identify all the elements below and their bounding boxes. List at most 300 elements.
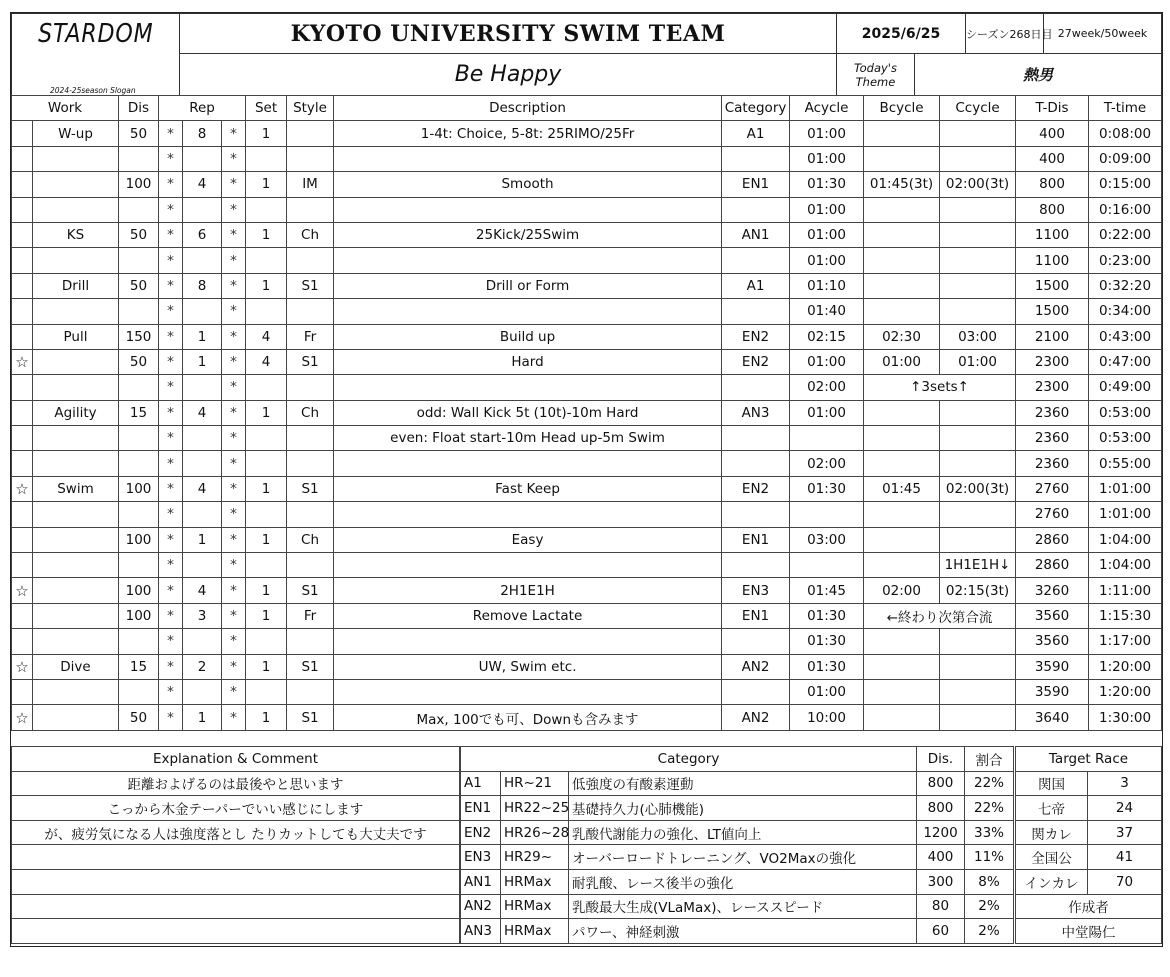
distance: 100 — [119, 578, 159, 603]
comment-line — [12, 869, 460, 894]
category-distance: 80 — [917, 894, 965, 919]
total-distance: 2860 — [1016, 527, 1089, 552]
heart-rate-zone: HR29~ — [501, 845, 569, 870]
repetitions — [183, 426, 222, 451]
theme-label — [837, 54, 915, 96]
category-distance: 800 — [917, 796, 965, 821]
a-cycle: 01:45 — [790, 578, 864, 603]
total-time: 1:01:00 — [1089, 502, 1162, 527]
work-type: Dive — [33, 654, 119, 679]
category-distance: 400 — [917, 845, 965, 870]
star-marker — [12, 146, 33, 171]
category-row — [461, 820, 1014, 845]
description: Fast Keep — [334, 476, 722, 501]
multiply-mark: * — [222, 121, 246, 146]
repetitions: 2 — [183, 654, 222, 679]
category-code — [722, 299, 790, 324]
a-cycle — [790, 426, 864, 451]
work-type — [33, 146, 119, 171]
category-code: AN2 — [722, 654, 790, 679]
work-type — [33, 349, 119, 374]
distance — [119, 426, 159, 451]
a-cycle: 01:10 — [790, 273, 864, 298]
category-description: パワー、神経刺激 — [569, 919, 917, 944]
category-code: EN2 — [461, 820, 501, 845]
multiply-mark: * — [159, 502, 183, 527]
stroke-style: S1 — [287, 578, 334, 603]
sets — [246, 679, 287, 704]
col-set: Set — [246, 96, 287, 121]
weeks-until-race: 70 — [1088, 869, 1162, 894]
race-row — [1016, 820, 1162, 845]
description: even: Float start-10m Head up-5m Swim — [334, 426, 722, 451]
description — [334, 299, 722, 324]
category-code: EN1 — [461, 796, 501, 821]
menu-row — [12, 299, 1162, 324]
race-row — [1016, 771, 1162, 796]
sets: 4 — [246, 324, 287, 349]
col-work: Work — [12, 96, 119, 121]
slogan-caption: 2024-25season Slogan — [12, 54, 180, 96]
total-time: 0:55:00 — [1089, 451, 1162, 476]
star-marker — [12, 197, 33, 222]
a-cycle: 01:30 — [790, 629, 864, 654]
distance: 150 — [119, 324, 159, 349]
star-marker — [12, 172, 33, 197]
sets: 1 — [246, 578, 287, 603]
description — [334, 502, 722, 527]
description: Drill or Form — [334, 273, 722, 298]
multiply-mark: * — [159, 679, 183, 704]
a-cycle: 01:00 — [790, 400, 864, 425]
a-cycle: 01:40 — [790, 299, 864, 324]
sets: 1 — [246, 705, 287, 730]
b-cycle — [864, 273, 940, 298]
multiply-mark: * — [222, 222, 246, 247]
a-cycle: 01:30 — [790, 654, 864, 679]
repetitions: 8 — [183, 273, 222, 298]
work-type: Agility — [33, 400, 119, 425]
category-distance: 300 — [917, 869, 965, 894]
category-code — [722, 451, 790, 476]
weeks-until-race: 41 — [1088, 845, 1162, 870]
multiply-mark: * — [222, 476, 246, 501]
multiply-mark: * — [222, 324, 246, 349]
category-ratio-header: 割合 — [965, 747, 1014, 772]
multiply-mark: * — [222, 654, 246, 679]
work-type — [33, 502, 119, 527]
multiply-mark: * — [159, 121, 183, 146]
star-marker — [12, 299, 33, 324]
menu-row — [12, 248, 1162, 273]
c-cycle — [940, 629, 1016, 654]
a-cycle: 01:30 — [790, 172, 864, 197]
distance — [119, 299, 159, 324]
repetitions — [183, 248, 222, 273]
distance: 100 — [119, 172, 159, 197]
heart-rate-zone: HR22~25 — [501, 796, 569, 821]
c-cycle — [940, 222, 1016, 247]
description — [334, 629, 722, 654]
b-cycle — [864, 705, 940, 730]
description — [334, 248, 722, 273]
sets — [246, 299, 287, 324]
category-ratio: 2% — [965, 919, 1014, 944]
b-cycle — [864, 426, 940, 451]
category-row — [461, 869, 1014, 894]
weeks-until-race: 24 — [1088, 796, 1162, 821]
category-distance: 1200 — [917, 820, 965, 845]
b-cycle — [864, 146, 940, 171]
b-cycle — [864, 629, 940, 654]
work-type — [33, 375, 119, 400]
distance: 50 — [119, 121, 159, 146]
a-cycle — [790, 553, 864, 578]
category-code: A1 — [722, 121, 790, 146]
a-cycle: 10:00 — [790, 705, 864, 730]
multiply-mark: * — [222, 451, 246, 476]
stroke-style: S1 — [287, 476, 334, 501]
race-name: 全国公 — [1016, 845, 1088, 870]
multiply-mark: * — [159, 172, 183, 197]
repetitions — [183, 553, 222, 578]
stroke-style: S1 — [287, 349, 334, 374]
c-cycle — [940, 299, 1016, 324]
practice-menu-sheet — [10, 12, 1163, 947]
repetitions: 4 — [183, 172, 222, 197]
a-cycle — [790, 502, 864, 527]
work-type: Pull — [33, 324, 119, 349]
multiply-mark: * — [222, 375, 246, 400]
star-marker — [12, 222, 33, 247]
distance — [119, 197, 159, 222]
category-code: AN1 — [461, 869, 501, 894]
category-description: オーバーロードトレーニング、VO2Maxの強化 — [569, 845, 917, 870]
a-cycle: 03:00 — [790, 527, 864, 552]
col-description: Description — [334, 96, 722, 121]
sets: 4 — [246, 349, 287, 374]
b-cycle: 02:30 — [864, 324, 940, 349]
total-time: 1:15:30 — [1089, 603, 1162, 628]
sets — [246, 375, 287, 400]
comment-line — [12, 845, 460, 870]
race-name: インカレ — [1016, 869, 1088, 894]
col-ttime: T-time — [1089, 96, 1162, 121]
heart-rate-zone: HRMax — [501, 869, 569, 894]
c-cycle — [940, 502, 1016, 527]
category-ratio: 22% — [965, 796, 1014, 821]
description: UW, Swim etc. — [334, 654, 722, 679]
distance: 15 — [119, 400, 159, 425]
race-name: 七帝 — [1016, 796, 1088, 821]
description: 1-4t: Choice, 5-8t: 25RIMO/25Fr — [334, 121, 722, 146]
total-time: 0:09:00 — [1089, 146, 1162, 171]
comment-line: 距離およげるのは最後やと思います — [12, 771, 460, 796]
sets: 1 — [246, 400, 287, 425]
category-distance: 800 — [917, 771, 965, 796]
c-cycle: 02:00(3t) — [940, 172, 1016, 197]
total-distance: 800 — [1016, 197, 1089, 222]
c-cycle — [940, 400, 1016, 425]
sets — [246, 629, 287, 654]
category-code — [722, 629, 790, 654]
repetitions — [183, 679, 222, 704]
work-type — [33, 527, 119, 552]
multiply-mark: * — [222, 273, 246, 298]
multiply-mark: * — [159, 654, 183, 679]
multiply-mark: * — [159, 146, 183, 171]
multiply-mark: * — [222, 349, 246, 374]
star-marker: ☆ — [12, 705, 33, 730]
description: Smooth — [334, 172, 722, 197]
multiply-mark: * — [222, 426, 246, 451]
total-time: 0:32:20 — [1089, 273, 1162, 298]
menu-row — [12, 553, 1162, 578]
stroke-style — [287, 121, 334, 146]
a-cycle: 01:00 — [790, 349, 864, 374]
distance: 15 — [119, 654, 159, 679]
distance: 50 — [119, 705, 159, 730]
star-marker — [12, 629, 33, 654]
race-name: 関国 — [1016, 771, 1088, 796]
description: Hard — [334, 349, 722, 374]
b-cycle — [864, 222, 940, 247]
description: odd: Wall Kick 5t (10t)-10m Hard — [334, 400, 722, 425]
stroke-style: Ch — [287, 527, 334, 552]
stroke-style — [287, 248, 334, 273]
total-time: 1:20:00 — [1089, 679, 1162, 704]
work-type — [33, 629, 119, 654]
c-cycle: 1H1E1H↓ — [940, 553, 1016, 578]
repetitions — [183, 375, 222, 400]
a-cycle: 01:30 — [790, 476, 864, 501]
total-distance: 2760 — [1016, 502, 1089, 527]
total-distance: 3590 — [1016, 654, 1089, 679]
total-time: 0:49:00 — [1089, 375, 1162, 400]
author-name: 中堂陽仁 — [1016, 919, 1162, 944]
menu-row — [12, 679, 1162, 704]
distance: 100 — [119, 476, 159, 501]
repetitions: 3 — [183, 603, 222, 628]
menu-row — [12, 705, 1162, 730]
comment-line: こっから木金テーパーでいい感じにします — [12, 796, 460, 821]
theme-label-line2: Theme — [855, 74, 896, 89]
repetitions — [183, 197, 222, 222]
work-type — [33, 299, 119, 324]
category-ratio: 11% — [965, 845, 1014, 870]
multiply-mark: * — [159, 400, 183, 425]
distance: 50 — [119, 273, 159, 298]
distance — [119, 629, 159, 654]
category-code — [722, 553, 790, 578]
total-time: 0:53:00 — [1089, 400, 1162, 425]
category-code: EN3 — [461, 845, 501, 870]
repetitions: 1 — [183, 349, 222, 374]
b-cycle: 01:00 — [864, 349, 940, 374]
multiply-mark: * — [222, 705, 246, 730]
stroke-style: IM — [287, 172, 334, 197]
total-distance: 400 — [1016, 146, 1089, 171]
work-type: W-up — [33, 121, 119, 146]
description: Easy — [334, 527, 722, 552]
c-cycle — [940, 121, 1016, 146]
category-code: AN1 — [722, 222, 790, 247]
a-cycle: 01:00 — [790, 248, 864, 273]
menu-row — [12, 121, 1162, 146]
work-type — [33, 553, 119, 578]
star-marker — [12, 502, 33, 527]
total-distance: 3260 — [1016, 578, 1089, 603]
season-day: シーズン268日目 — [966, 14, 1044, 54]
stroke-style — [287, 426, 334, 451]
a-cycle: 02:00 — [790, 375, 864, 400]
header-table — [11, 13, 1162, 96]
multiply-mark: * — [222, 299, 246, 324]
sets: 1 — [246, 121, 287, 146]
target-race-title: Target Race — [1016, 747, 1162, 772]
category-code: EN2 — [722, 349, 790, 374]
multiply-mark: * — [222, 527, 246, 552]
description: Build up — [334, 324, 722, 349]
work-type — [33, 578, 119, 603]
work-type — [33, 679, 119, 704]
comment-line — [12, 894, 460, 919]
distance — [119, 146, 159, 171]
total-distance: 800 — [1016, 172, 1089, 197]
sets: 1 — [246, 476, 287, 501]
multiply-mark: * — [222, 603, 246, 628]
b-cycle: 01:45(3t) — [864, 172, 940, 197]
stroke-style — [287, 679, 334, 704]
total-distance: 2860 — [1016, 553, 1089, 578]
total-distance: 2360 — [1016, 426, 1089, 451]
work-type — [33, 451, 119, 476]
sets — [246, 248, 287, 273]
col-bcycle: Bcycle — [864, 96, 940, 121]
multiply-mark: * — [222, 197, 246, 222]
total-distance: 1100 — [1016, 222, 1089, 247]
category-code — [722, 502, 790, 527]
stroke-style: Ch — [287, 222, 334, 247]
category-code — [722, 426, 790, 451]
menu-row — [12, 426, 1162, 451]
multiply-mark: * — [159, 248, 183, 273]
multiply-mark: * — [159, 222, 183, 247]
repetitions: 8 — [183, 121, 222, 146]
multiply-mark: * — [222, 172, 246, 197]
total-distance: 1500 — [1016, 273, 1089, 298]
b-cycle — [864, 248, 940, 273]
description — [334, 451, 722, 476]
b-cycle — [864, 502, 940, 527]
star-marker — [12, 527, 33, 552]
explanation-title: Explanation & Comment — [12, 747, 460, 772]
b-cycle — [864, 299, 940, 324]
category-code: EN2 — [722, 324, 790, 349]
work-type: Drill — [33, 273, 119, 298]
description — [334, 553, 722, 578]
multiply-mark: * — [159, 426, 183, 451]
race-name: 関カレ — [1016, 820, 1088, 845]
star-marker — [12, 375, 33, 400]
category-table — [460, 746, 1014, 944]
total-time: 0:43:00 — [1089, 324, 1162, 349]
star-marker — [12, 679, 33, 704]
menu-table — [11, 95, 1162, 731]
star-marker — [12, 273, 33, 298]
b-cycle: 02:00 — [864, 578, 940, 603]
total-distance: 2360 — [1016, 400, 1089, 425]
total-time: 0:08:00 — [1089, 121, 1162, 146]
category-ratio: 8% — [965, 869, 1014, 894]
work-type — [33, 705, 119, 730]
star-marker — [12, 324, 33, 349]
total-distance: 400 — [1016, 121, 1089, 146]
multiply-mark: * — [159, 197, 183, 222]
target-race-table — [1015, 746, 1162, 944]
a-cycle: 01:00 — [790, 222, 864, 247]
theme-label-line1: Today's — [854, 60, 897, 75]
c-cycle — [940, 705, 1016, 730]
total-distance: 3560 — [1016, 603, 1089, 628]
repetitions — [183, 629, 222, 654]
multiply-mark: * — [159, 451, 183, 476]
multiply-mark: * — [159, 349, 183, 374]
repetitions — [183, 502, 222, 527]
category-code: EN2 — [722, 476, 790, 501]
distance — [119, 502, 159, 527]
menu-row — [12, 629, 1162, 654]
total-distance: 3640 — [1016, 705, 1089, 730]
sets — [246, 502, 287, 527]
b-cycle — [864, 451, 940, 476]
distance — [119, 375, 159, 400]
total-time: 1:30:00 — [1089, 705, 1162, 730]
logo-title: STARDOM — [37, 18, 154, 49]
repetitions — [183, 451, 222, 476]
stroke-style: Ch — [287, 400, 334, 425]
multiply-mark: * — [159, 705, 183, 730]
category-row — [461, 894, 1014, 919]
total-distance: 2300 — [1016, 375, 1089, 400]
col-category: Category — [722, 96, 790, 121]
c-cycle — [940, 273, 1016, 298]
team-name: KYOTO UNIVERSITY SWIM TEAM — [180, 14, 837, 54]
b-cycle: 01:45 — [864, 476, 940, 501]
b-cycle — [864, 197, 940, 222]
distance — [119, 679, 159, 704]
multiply-mark: * — [159, 476, 183, 501]
menu-row — [12, 603, 1162, 628]
sets: 1 — [246, 273, 287, 298]
stroke-style — [287, 502, 334, 527]
total-time: 0:22:00 — [1089, 222, 1162, 247]
sets: 1 — [246, 654, 287, 679]
repetitions: 1 — [183, 527, 222, 552]
col-rep: Rep — [159, 96, 246, 121]
work-type — [33, 248, 119, 273]
category-ratio: 22% — [965, 771, 1014, 796]
category-description: 乳酸代謝能力の強化、LT値向上 — [569, 820, 917, 845]
menu-row — [12, 324, 1162, 349]
repetitions: 1 — [183, 705, 222, 730]
multiply-mark: * — [222, 248, 246, 273]
a-cycle: 01:00 — [790, 679, 864, 704]
b-cycle — [864, 553, 940, 578]
work-type — [33, 172, 119, 197]
a-cycle: 02:15 — [790, 324, 864, 349]
stroke-style — [287, 146, 334, 171]
